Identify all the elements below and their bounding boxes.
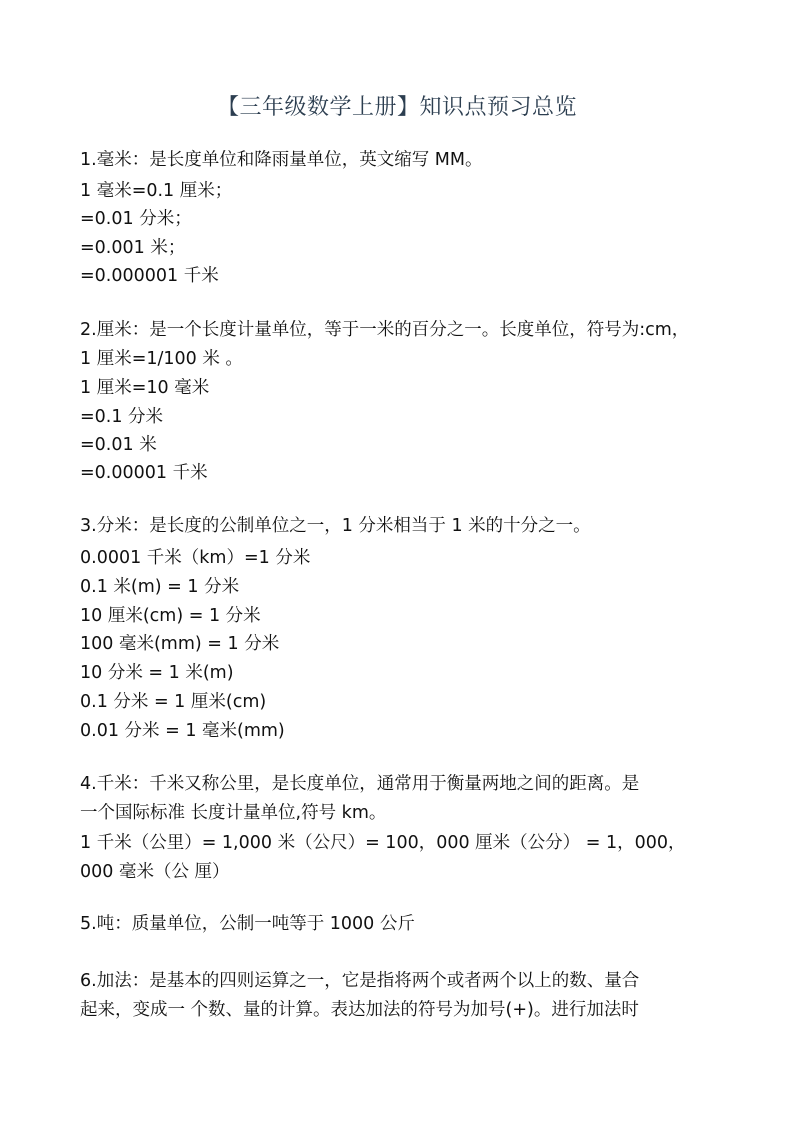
section-3-line: 100 毫米(mm) = 1 分米: [80, 634, 280, 654]
section-3-line: 10 分米 = 1 米(m): [80, 663, 234, 683]
section-6-heading: 6.加法：是基本的四则运算之一，它是指将两个或者两个以上的数、量合: [80, 971, 640, 991]
section-4-line: 000 毫米（公 厘）: [80, 862, 230, 882]
section-1-line: =0.000001 千米: [80, 266, 219, 286]
section-2-line: 1 厘米=10 毫米: [80, 378, 210, 398]
section-2-line: =0.00001 千米: [80, 463, 208, 483]
section-3-line: 0.1 分米 = 1 厘米(cm): [80, 692, 267, 712]
section-2-line: =0.01 米: [80, 435, 157, 455]
section-2-line: =0.1 分米: [80, 407, 164, 427]
section-3-line: 0.1 米(m) = 1 分米: [80, 577, 240, 597]
section-1-line: =0.001 米；: [80, 238, 186, 258]
section-2-heading: 2.厘米：是一个长度计量单位，等于一米的百分之一。长度单位，符号为:cm，: [80, 320, 690, 340]
section-4-line: 1 千米（公里）= 1,000 米（公尺）= 100，000 厘米（公分） = 1，000，: [80, 833, 686, 853]
page-title: 【三年级数学上册】知识点预习总览: [216, 95, 577, 120]
section-1-line: =0.01 分米；: [80, 209, 192, 229]
section-1-line: 1 毫米=0.1 厘米；: [80, 181, 233, 201]
section-5-heading: 5.吨：质量单位，公制一吨等于 1000 公斤: [80, 914, 415, 934]
section-4-heading: 4.千米：千米又称公里，是长度单位，通常用于衡量两地之间的距离。是: [80, 774, 640, 794]
section-1-heading: 1.毫米：是长度单位和降雨量单位，英文缩写 MM。: [80, 150, 483, 170]
section-3-line: 0.0001 千米（km）=1 分米: [80, 548, 311, 568]
section-2-line: 1 厘米=1/100 米 。: [80, 349, 243, 369]
section-3-line: 0.01 分米 = 1 毫米(mm): [80, 721, 285, 741]
section-3-heading: 3.分米：是长度的公制单位之一，1 分米相当于 1 米的十分之一。: [80, 516, 591, 536]
section-3-line: 10 厘米(cm) = 1 分米: [80, 606, 261, 626]
section-6-line: 起来，变成一 个数、量的计算。表达加法的符号为加号(+)。进行加法时: [80, 1000, 639, 1020]
section-4-line: 一个国际标准 长度计量单位,符号 km。: [80, 803, 387, 823]
